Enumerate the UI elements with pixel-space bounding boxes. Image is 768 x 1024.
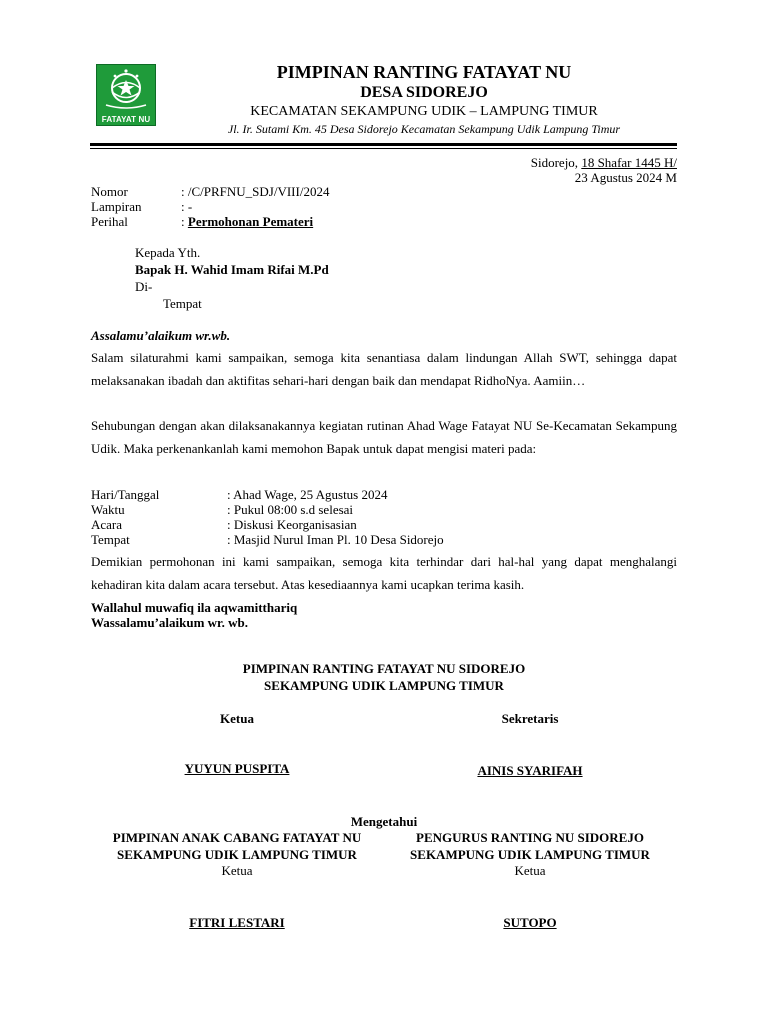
left-title: Ketua xyxy=(221,863,253,878)
detail-value-event: : Diskusi Keorganisasian xyxy=(227,517,357,532)
detail-label-place: Tempat xyxy=(91,532,130,547)
header-address: Jl. Ir. Sutami Km. 45 Desa Sidorejo Kecamatan Sekampung Udik Lampung Timur xyxy=(227,122,621,136)
detail-value-place: : Masjid Nurul Iman Pl. 10 Desa Sidorejo xyxy=(227,532,444,547)
left-org-line2: SEKAMPUNG UDIK LAMPUNG TIMUR xyxy=(117,847,357,862)
meta-value-nomor: : /C/PRFNU_SDJ/VIII/2024 xyxy=(181,184,330,199)
header-rule-thin xyxy=(90,148,677,149)
date-masehi: 23 Agustus 2024 M xyxy=(574,170,677,185)
recipient-tempat: Tempat xyxy=(163,296,202,311)
nu-emblem-icon xyxy=(97,65,155,115)
mengetahui-label: Mengetahui xyxy=(350,814,418,829)
header-rule-thick xyxy=(90,143,677,146)
ketua-name: YUYUN PUSPITA xyxy=(184,761,290,776)
left-org-line1: PIMPINAN ANAK CABANG FATAYAT NU xyxy=(112,830,362,845)
closing-salam: Wassalamu’alaikum wr. wb. xyxy=(91,615,248,630)
right-org-line1: PENGURUS RANTING NU SIDOREJO xyxy=(416,830,644,845)
detail-value-date: : Ahad Wage, 25 Agustus 2024 xyxy=(227,487,388,502)
letter-date xyxy=(531,155,677,185)
fatayat-nu-logo xyxy=(96,64,156,126)
detail-label-event: Acara xyxy=(91,517,123,532)
meta-perihal-colon: : xyxy=(181,214,188,229)
logo-text: FATAYAT NU xyxy=(101,115,151,124)
date-hijri: 18 Shafar 1445 H/ xyxy=(581,155,677,170)
left-signatory-name: FITRI LESTARI xyxy=(189,915,285,930)
sekretaris-title: Sekretaris xyxy=(501,711,559,726)
ketua-title: Ketua xyxy=(220,711,254,726)
paragraph-closing: Demikian permohonan ini kami sampaikan, semoga kita terhindar dari hal-hal yang dapat menghalangi kehadiran kita dalam acara tersebut. Atas kesediaannya kami ucapkan terima kasih. xyxy=(91,554,677,592)
meta-label-perihal: Perihal xyxy=(91,214,128,229)
header-village: DESA SIDOREJO xyxy=(360,84,488,101)
signature-org-line2: SEKAMPUNG UDIK LAMPUNG TIMUR xyxy=(264,678,504,693)
meta-label-lampiran: Lampiran xyxy=(91,199,142,214)
meta-value-lampiran: : - xyxy=(181,199,193,214)
right-signatory-name: SUTOPO xyxy=(503,915,557,930)
sekretaris-name: AINIS SYARIFAH xyxy=(477,763,583,778)
closing-muwafiq: Wallahul muwafiq ila aqwamitthariq xyxy=(91,600,298,615)
meta-label-nomor: Nomor xyxy=(91,184,128,199)
detail-label-time: Waktu xyxy=(91,502,125,517)
detail-label-date: Hari/Tanggal xyxy=(91,487,160,502)
header-district: KECAMATAN SEKAMPUNG UDIK – LAMPUNG TIMUR xyxy=(250,104,598,119)
recipient-di: Di- xyxy=(135,279,153,294)
paragraph-intro: Salam silaturahmi kami sampaikan, semoga kita senantiasa dalam lindungan Allah SWT, sehingga dapat melaksanakan ibadah dan aktifitas sehari-hari dengan baik dan mendapat RidhoNya. Aamiin… xyxy=(91,350,677,388)
salam-opening: Assalamu’alaikum wr.wb. xyxy=(91,328,231,343)
date-place: Sidorejo, xyxy=(530,155,579,170)
meta-perihal-text: Permohonan Pemateri xyxy=(187,214,314,229)
right-org-line2: SEKAMPUNG UDIK LAMPUNG TIMUR xyxy=(410,847,650,862)
header-org-name: PIMPINAN RANTING FATAYAT NU xyxy=(276,62,572,82)
right-title: Ketua xyxy=(514,863,546,878)
meta-value-perihal xyxy=(181,214,313,230)
signature-org-line1: PIMPINAN RANTING FATAYAT NU SIDOREJO xyxy=(242,661,526,676)
recipient-name: Bapak H. Wahid Imam Rifai M.Pd xyxy=(135,262,329,277)
recipient-greeting: Kepada Yth. xyxy=(135,245,201,260)
paragraph-request: Sehubungan dengan akan dilaksanakannya kegiatan rutinan Ahad Wage Fatayat NU Se-Kecamatan Sekampung Udik. Maka perkenankanlah kami memohon Bapak untuk dapat mengisi materi pada: xyxy=(91,418,677,456)
detail-value-time: : Pukul 08:00 s.d selesai xyxy=(227,502,354,517)
